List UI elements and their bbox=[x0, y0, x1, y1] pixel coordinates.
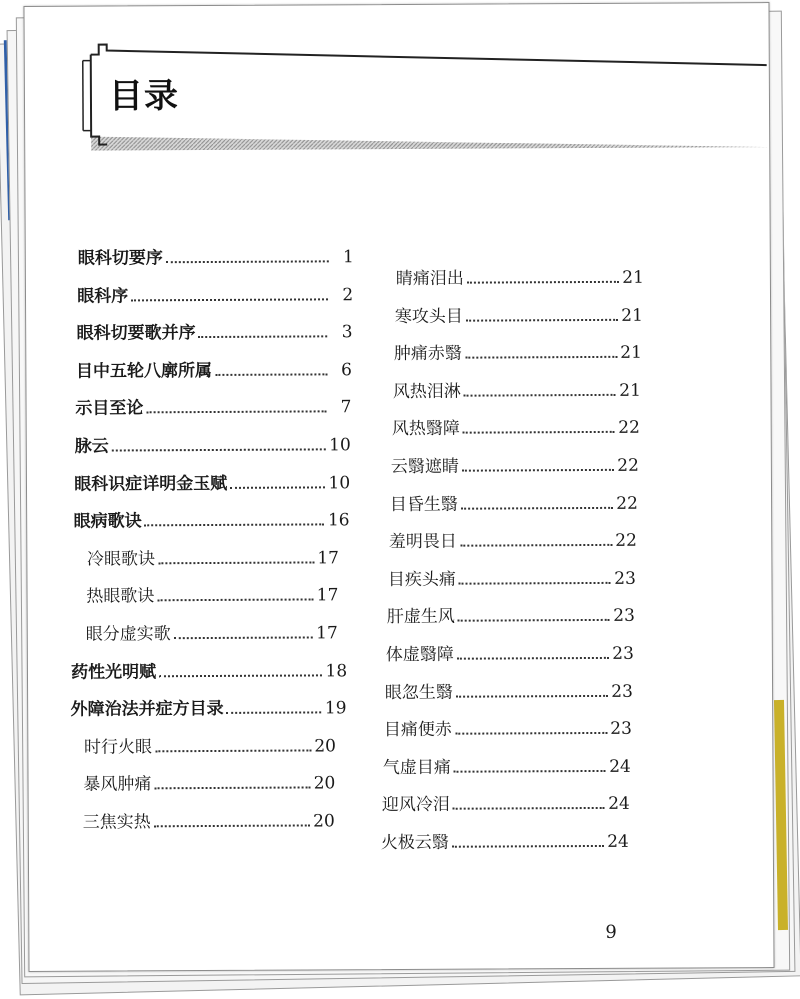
dot-leader bbox=[174, 634, 313, 639]
toc-entry-title: 风热翳障 bbox=[391, 419, 460, 440]
toc-entry-page: 22 bbox=[617, 455, 639, 476]
toc-entry-page: 21 bbox=[621, 305, 643, 326]
toc-entry-title: 外障治法并症方目录 bbox=[70, 699, 224, 720]
toc-entry-page: 18 bbox=[325, 660, 348, 681]
dot-leader bbox=[456, 693, 608, 698]
toc-entry-title: 肿痛赤翳 bbox=[393, 343, 462, 365]
toc-entry-title: 云翳遮睛 bbox=[390, 456, 459, 478]
toc-entry[interactable] bbox=[384, 713, 632, 740]
toc-entry[interactable] bbox=[73, 504, 349, 531]
toc-entry-title: 眼科序 bbox=[77, 286, 129, 307]
toc-entry-title: 热眼歌诀 bbox=[86, 586, 155, 608]
toc-entry-page: 24 bbox=[607, 831, 629, 852]
toc-entry[interactable] bbox=[386, 638, 634, 665]
toc-entry-title: 药性光明赋 bbox=[71, 661, 157, 683]
toc-entry[interactable] bbox=[75, 392, 351, 419]
dot-leader bbox=[227, 710, 322, 714]
dot-leader bbox=[230, 484, 325, 488]
toc-entry[interactable] bbox=[383, 751, 631, 778]
toc-entry[interactable] bbox=[77, 316, 353, 343]
toc-entry[interactable] bbox=[391, 450, 639, 477]
toc-entry-title: 气虚目痛 bbox=[382, 757, 451, 778]
toc-entry-page: 19 bbox=[324, 698, 347, 719]
toc-entry-title: 目昏生翳 bbox=[389, 494, 458, 515]
toc-entry-title: 三焦实热 bbox=[82, 812, 151, 833]
toc-entry-title: 迎风冷泪 bbox=[381, 795, 450, 816]
toc-entry[interactable] bbox=[86, 617, 338, 644]
dot-leader bbox=[465, 354, 617, 359]
toc-entry-title: 眼病歌诀 bbox=[73, 511, 142, 532]
book-page bbox=[23, 2, 774, 972]
toc-entry-page: 21 bbox=[620, 342, 642, 364]
toc-entry[interactable] bbox=[71, 655, 347, 682]
toc-entry-page: 23 bbox=[613, 606, 635, 627]
toc-entry[interactable] bbox=[395, 299, 643, 326]
toc-entry-title: 目疾头痛 bbox=[387, 569, 456, 590]
dot-leader bbox=[145, 522, 325, 527]
dot-leader bbox=[462, 467, 614, 472]
toc-entry-title: 寒攻头目 bbox=[394, 306, 463, 327]
dot-leader bbox=[452, 843, 604, 848]
toc-entry-page: 7 bbox=[340, 397, 352, 418]
toc-entry-title: 暴风肿痛 bbox=[83, 774, 152, 796]
toc-entry-page: 23 bbox=[612, 643, 634, 664]
toc-entry-page: 23 bbox=[610, 718, 632, 740]
toc-entry-page: 21 bbox=[619, 380, 641, 401]
toc-entry-page: 21 bbox=[622, 267, 644, 288]
toc-entry-title: 羞明畏日 bbox=[388, 531, 457, 553]
title-banner bbox=[77, 37, 768, 151]
toc-entry-title: 眼忽生翳 bbox=[384, 682, 453, 703]
toc-entry[interactable] bbox=[390, 487, 638, 514]
toc-entry-page: 20 bbox=[314, 736, 337, 757]
toc-entry-title: 冷眼歌诀 bbox=[86, 549, 156, 570]
toc-entry-title: 睛痛泪出 bbox=[395, 268, 464, 290]
toc-entry[interactable] bbox=[389, 525, 637, 552]
dot-leader bbox=[112, 446, 326, 451]
toc-entry[interactable] bbox=[387, 600, 635, 627]
toc-entry-page: 23 bbox=[611, 681, 633, 702]
toc-entry[interactable] bbox=[87, 542, 339, 569]
dot-leader bbox=[459, 580, 611, 585]
toc-entry-title: 示目至论 bbox=[75, 398, 144, 420]
dot-leader bbox=[155, 747, 311, 752]
toc-entry[interactable] bbox=[70, 692, 346, 719]
toc-entry[interactable] bbox=[77, 279, 353, 306]
dot-leader bbox=[460, 542, 612, 547]
page-number: 9 bbox=[605, 921, 617, 943]
toc-entry-page: 22 bbox=[616, 493, 638, 514]
toc-entry[interactable] bbox=[78, 241, 354, 268]
toc-entry-page: 17 bbox=[316, 623, 338, 644]
toc-entry[interactable] bbox=[84, 730, 336, 757]
dot-leader bbox=[199, 334, 328, 339]
toc-entry-title: 火极云翳 bbox=[380, 832, 449, 854]
toc-entry-page: 10 bbox=[328, 472, 351, 493]
toc-entry[interactable] bbox=[86, 580, 338, 607]
toc-entry[interactable] bbox=[76, 354, 352, 381]
dot-leader bbox=[166, 258, 329, 263]
toc-entry[interactable] bbox=[393, 375, 641, 402]
toc-entry[interactable] bbox=[396, 262, 644, 289]
toc-entry[interactable] bbox=[382, 788, 630, 815]
toc-entry[interactable] bbox=[392, 412, 640, 439]
toc-entry-page: 6 bbox=[341, 360, 353, 381]
toc-entry-page: 10 bbox=[329, 435, 351, 456]
toc-entry[interactable] bbox=[388, 563, 636, 590]
toc-entry[interactable] bbox=[394, 337, 642, 364]
toc-entry[interactable] bbox=[83, 768, 335, 795]
toc-entry[interactable] bbox=[83, 805, 335, 832]
toc-entry-page: 1 bbox=[342, 247, 354, 268]
dot-leader bbox=[154, 822, 310, 827]
dot-leader bbox=[158, 559, 314, 564]
toc-entry-title: 目痛便赤 bbox=[383, 719, 452, 741]
toc-entry-title: 时行火眼 bbox=[83, 737, 153, 758]
toc-entry-page: 17 bbox=[317, 548, 340, 569]
toc-entry[interactable] bbox=[74, 467, 350, 494]
dot-leader bbox=[146, 409, 326, 414]
toc-entry-page: 23 bbox=[614, 568, 636, 589]
toc-entry-title: 风热泪淋 bbox=[392, 381, 461, 402]
toc-entry-page: 24 bbox=[608, 794, 630, 815]
dot-leader bbox=[455, 730, 607, 735]
toc-entry-page: 22 bbox=[618, 418, 640, 439]
dot-leader bbox=[159, 672, 322, 677]
toc-entry-page: 2 bbox=[342, 284, 354, 305]
dot-leader bbox=[466, 316, 618, 321]
page-title: 目录 bbox=[108, 76, 180, 117]
toc-entry-title: 目中五轮八廓所属 bbox=[75, 360, 213, 382]
dot-leader bbox=[457, 655, 609, 660]
toc-entry-page: 17 bbox=[316, 585, 339, 606]
dot-leader bbox=[215, 371, 327, 376]
toc-entry-page: 3 bbox=[341, 322, 353, 343]
dot-leader bbox=[154, 785, 310, 790]
toc-entry-page: 22 bbox=[615, 530, 637, 552]
dot-leader bbox=[467, 279, 619, 284]
toc-entry-title: 眼科切要歌并序 bbox=[76, 323, 196, 344]
dot-leader bbox=[157, 597, 313, 602]
toc-entry-title: 眼科识症详明金玉赋 bbox=[74, 473, 228, 495]
toc-entry-title: 体虚翳障 bbox=[385, 644, 454, 666]
dot-leader bbox=[463, 429, 615, 434]
banner-frame bbox=[77, 37, 768, 151]
toc-entry-page: 20 bbox=[313, 773, 336, 794]
toc-entry[interactable] bbox=[385, 675, 633, 702]
toc-entry-title: 眼科切要序 bbox=[77, 248, 163, 269]
toc-entry-page: 24 bbox=[609, 756, 631, 777]
toc-entry-page: 20 bbox=[313, 811, 335, 832]
dot-leader bbox=[453, 805, 605, 810]
dot-leader bbox=[461, 504, 613, 509]
dot-leader bbox=[454, 768, 606, 773]
dot-leader bbox=[458, 617, 610, 622]
toc-entry-title: 脉云 bbox=[74, 436, 109, 457]
toc-entry[interactable] bbox=[75, 429, 351, 456]
toc-entry-title: 眼分虚实歌 bbox=[85, 624, 171, 645]
toc-entry[interactable] bbox=[381, 826, 629, 853]
dot-leader bbox=[464, 392, 616, 397]
toc-entry-title: 肝虚生风 bbox=[386, 607, 455, 628]
dot-leader bbox=[131, 296, 328, 301]
toc-entry-page: 16 bbox=[327, 510, 350, 531]
